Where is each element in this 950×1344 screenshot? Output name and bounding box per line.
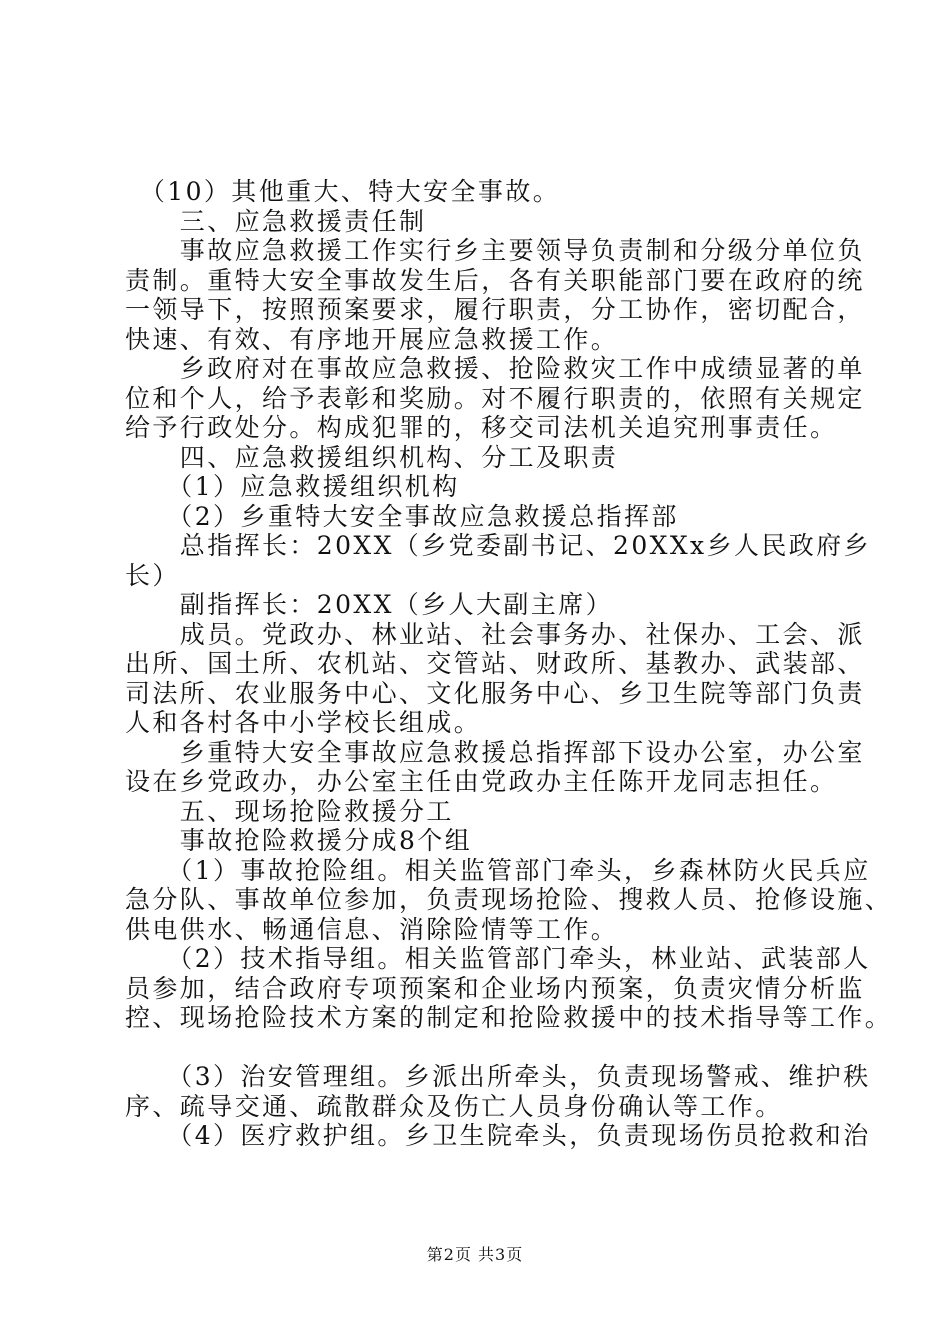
text-line: 四、应急救援组织机构、分工及职责 — [125, 442, 619, 472]
text-line: （1）应急救援组织机构 — [125, 472, 460, 501]
text-line: 责制。重特大安全事故发生后，各有关职能部门要在政府的统 — [125, 265, 865, 295]
text-line: 事故应急救援工作实行乡主要领导负责制和分级分单位负 — [125, 236, 865, 265]
text-line: 位和个人，给予表彰和奖励。对不履行职责的，依照有关规定 — [125, 383, 865, 413]
text-line: 司法所、农业服务中心、文化服务中心、乡卫生院等部门负责 — [125, 678, 865, 708]
text-line: 设在乡党政办，办公室主任由党政办主任陈开龙同志担任。 — [125, 767, 838, 796]
text-line: 出所、国土所、农机站、交管站、财政所、基教办、武装部、 — [125, 649, 865, 678]
text-line: 长） — [125, 560, 180, 590]
text-line: 人和各村各中小学校长组成。 — [125, 708, 482, 737]
text-line: 事故抢险救援分成8个组 — [125, 826, 473, 855]
text-line: 给予行政处分。构成犯罪的，移交司法机关追究刑事责任。 — [125, 413, 838, 442]
text-line: 员参加，结合政府专项预案和企业场内预案，负责灾情分析监 — [125, 973, 865, 1003]
text-line: 三、应急救援责任制 — [125, 206, 427, 236]
text-line: （10）其他重大、特大安全事故。 — [125, 177, 561, 206]
text-line: 总指挥长：20XX（乡党委副书记、20XXx乡人民政府乡 — [125, 531, 871, 560]
text-line: （2）乡重特大安全事故应急救援总指挥部 — [125, 501, 679, 531]
text-line: 控、现场抢险技术方案的制定和抢险救援中的技术指导等工作。 — [125, 1003, 893, 1032]
text-line: 成员。党政办、林业站、社会事务办、社保办、工会、派 — [125, 619, 865, 649]
text-line: （4）医疗救护组。乡卫生院牵头，负责现场伤员抢救和治 — [125, 1121, 871, 1150]
text-line: 一领导下，按照预案要求，履行职责，分工协作，密切配合， — [125, 295, 865, 324]
text-line: （2）技术指导组。相关监管部门牵头，林业站、武装部人 — [125, 944, 871, 973]
page-footer: 第2页 共3页 — [426, 1245, 524, 1264]
text-line: 快速、有效、有序地开展应急救援工作。 — [125, 324, 619, 354]
text-line: 乡重特大安全事故应急救援总指挥部下设办公室，办公室 — [125, 737, 865, 767]
text-line: 乡政府对在事故应急救援、抢险救灾工作中成绩显著的单 — [125, 354, 865, 383]
text-line: 副指挥长：20XX（乡人大副主席） — [125, 590, 614, 619]
text-line: 供电供水、畅通信息、消除险情等工作。 — [125, 914, 619, 944]
text-line: 序、疏导交通、疏散群众及伤亡人员身份确认等工作。 — [125, 1091, 783, 1121]
text-line: （3）治安管理组。乡派出所牵头，负责现场警戒、维护秩 — [125, 1062, 871, 1091]
text-line: （1）事故抢险组。相关监管部门牵头，乡森林防火民兵应 — [125, 855, 871, 885]
text-line: 急分队、事故单位参加，负责现场抢险、搜救人员、抢修设施、 — [125, 885, 893, 914]
text-line: 五、现场抢险救援分工 — [125, 796, 454, 826]
